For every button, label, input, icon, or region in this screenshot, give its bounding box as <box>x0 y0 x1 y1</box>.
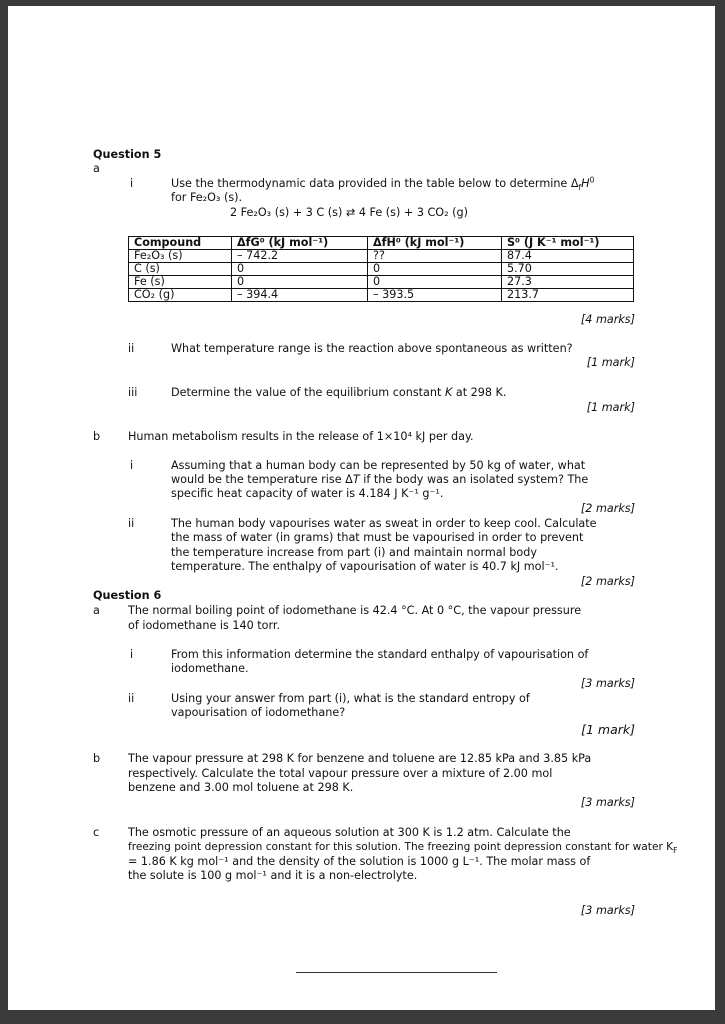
header-entropy: S⁰ (J K⁻¹ mol⁻¹) <box>502 237 634 250</box>
q5b-i-line1: Assuming that a human body can be represented by 50 kg of water, what <box>171 459 586 472</box>
q5b-ii-line2: the mass of water (in grams) that must be vapourised in order to prevent <box>171 531 584 544</box>
q6-part-c-letter: c <box>93 826 100 839</box>
q6a-line2: of iodomethane is 140 torr. <box>128 619 281 632</box>
table-cell: – 742.2 <box>232 250 368 263</box>
header-enthalpy: ΔfH⁰ (kJ mol⁻¹) <box>368 237 502 250</box>
q5b-ii-line3: the temperature increase from part (i) and maintain normal body <box>171 546 537 559</box>
table-cell: CO₂ (g) <box>129 289 232 302</box>
q6-part-b-letter: b <box>93 752 101 765</box>
q5a-i-numeral: i <box>130 177 134 190</box>
q6a-ii-numeral: ii <box>128 692 135 705</box>
q6a-line1: The normal boiling point of iodomethane is 42.4 °C. At 0 °C, the vapour pressure <box>128 604 582 617</box>
q5a-ii-marks: [1 mark] <box>586 356 635 369</box>
q5b-i-marks: [2 marks] <box>580 502 635 515</box>
q5a-ii-numeral: ii <box>128 342 135 355</box>
q5a-iii-marks: [1 mark] <box>586 401 635 414</box>
table-cell: 87.4 <box>502 250 634 263</box>
q5a-i-line1: Use the thermodynamic data provided in the table below to determine $\Delta_fH^0$ <box>171 175 595 193</box>
table-cell: 5.70 <box>502 263 634 276</box>
table-cell: ?? <box>368 250 502 263</box>
header-gibbs: ΔfG⁰ (kJ mol⁻¹) <box>232 237 368 250</box>
footer-divider <box>296 972 497 973</box>
q5b-i-numeral: i <box>130 459 134 472</box>
table-cell: – 393.5 <box>368 289 502 302</box>
reaction-equation: 2 Fe₂O₃ (s) + 3 C (s) ⇄ 4 Fe (s) + 3 CO₂ (g) <box>230 206 468 219</box>
q5b-ii-line1: The human body vapourises water as sweat in order to keep cool. Calculate <box>171 517 597 530</box>
q6a-ii-marks: [1 mark] <box>581 722 635 737</box>
table-row <box>129 250 634 263</box>
q5a-iii-text: Determine the value of the equilibrium constant K at 298 K. <box>171 386 507 399</box>
table-cell: 213.7 <box>502 289 634 302</box>
q6c-line3: = 1.86 K kg mol⁻¹ and the density of the solution is 1000 g L⁻¹. The molar mass of <box>128 855 591 868</box>
table-cell: Fe₂O₃ (s) <box>129 250 232 263</box>
table-cell: 0 <box>232 276 368 289</box>
table-row <box>129 263 634 276</box>
q5b-ii-marks: [2 marks] <box>580 575 635 588</box>
q6a-i-line2: iodomethane. <box>171 662 249 675</box>
q6c-line4: the solute is 100 g mol⁻¹ and it is a non-electrolyte. <box>128 869 418 882</box>
q5a-i-marks: [4 marks] <box>580 313 635 326</box>
table-cell: Fe (s) <box>129 276 232 289</box>
q6a-ii-line1: Using your answer from part (i), what is the standard entropy of <box>171 692 530 705</box>
q5-part-b-letter: b <box>93 430 101 443</box>
q5-part-a-letter: a <box>93 162 100 175</box>
q6b-line2: respectively. Calculate the total vapour pressure over a mixture of 2.00 mol <box>128 767 553 780</box>
table-row <box>129 289 634 302</box>
q5b-i-line2: would be the temperature rise ΔT if the body was an isolated system? The <box>171 473 589 486</box>
q6a-ii-line2: vapourisation of iodomethane? <box>171 706 346 719</box>
q6a-i-marks: [3 marks] <box>580 677 635 690</box>
q5b-ii-line4: temperature. The enthalpy of vapourisation of water is 40.7 kJ mol⁻¹. <box>171 560 559 573</box>
q6a-i-numeral: i <box>130 648 134 661</box>
question-5-heading: Question 5 <box>93 148 162 161</box>
table-header-row <box>129 237 634 250</box>
table-cell: 0 <box>368 263 502 276</box>
table-cell: 0 <box>232 263 368 276</box>
q6b-line1: The vapour pressure at 298 K for benzene and toluene are 12.85 kPa and 3.85 kPa <box>128 752 592 765</box>
header-compound: Compound <box>129 237 232 250</box>
table-cell: – 394.4 <box>232 289 368 302</box>
table-cell: C (s) <box>129 263 232 276</box>
table-row <box>129 276 634 289</box>
q5b-intro: Human metabolism results in the release of 1×10⁴ kJ per day. <box>128 430 474 443</box>
q6c-marks: [3 marks] <box>580 904 635 917</box>
table-cell: 0 <box>368 276 502 289</box>
table-cell: 27.3 <box>502 276 634 289</box>
q6b-line3: benzene and 3.00 mol toluene at 298 K. <box>128 781 354 794</box>
q5b-i-line3: specific heat capacity of water is 4.184 J K⁻¹ g⁻¹. <box>171 487 444 500</box>
q6a-i-line1: From this information determine the standard enthalpy of vapourisation of <box>171 648 589 661</box>
question-6-heading: Question 6 <box>93 589 162 602</box>
q6-part-a-letter: a <box>93 604 100 617</box>
thermodynamic-data-table <box>128 236 634 302</box>
q5b-ii-numeral: ii <box>128 517 135 530</box>
q6b-marks: [3 marks] <box>580 796 635 809</box>
q6c-line1: The osmotic pressure of an aqueous solution at 300 K is 1.2 atm. Calculate the <box>128 826 571 839</box>
q5a-i-line2: for Fe₂O₃ (s). <box>171 191 243 204</box>
q5a-iii-numeral: iii <box>128 386 138 399</box>
q5a-ii-text: What temperature range is the reaction above spontaneous as written? <box>171 342 573 355</box>
q6c-line2: freezing point depression constant for this solution. The freezing point depression constant for water $K_F$ <box>128 841 678 856</box>
exam-page <box>8 6 715 1010</box>
